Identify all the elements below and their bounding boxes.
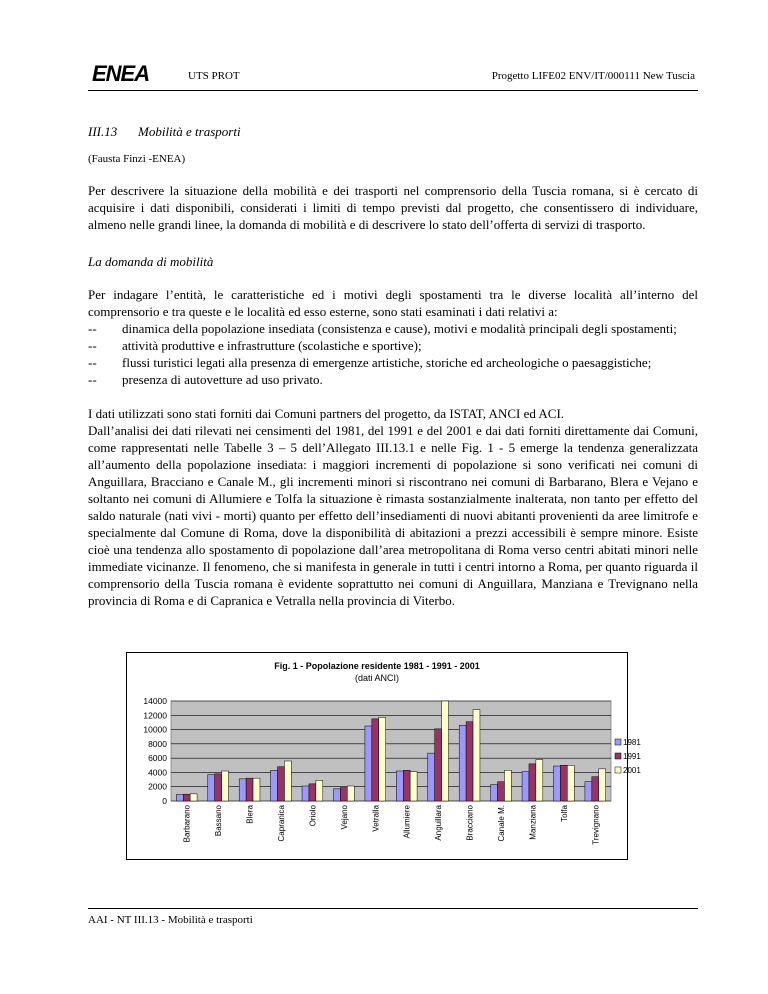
intro-paragraph: Per descrivere la situazione della mobilità e dei trasporti nel comprensorio della Tuscia romana, si è cercato di acquisire i dati disponibili, considerati i limiti di tempo previsti dal progetto, che consentissero di individuare, almeno nelle grandi linee, la domanda di mobilità e di descrivere lo stato dell’offerta di servizi di trasporto. (88, 183, 698, 232)
list-item-text: attività produttive e infrastrutture (scolastiche e sportive); (122, 338, 422, 353)
bar-2001 (347, 786, 354, 801)
enea-logo (92, 62, 180, 84)
bullet-dash: -- (88, 355, 97, 370)
bullet-dash: -- (88, 321, 97, 336)
bar-1981 (396, 771, 403, 801)
bar-1991 (403, 770, 410, 801)
list-item-text: flussi turistici legati alla presenza di emergenze artistiche, storiche ed archeologiche o paesaggistiche; (122, 355, 652, 370)
list-item (88, 371, 698, 388)
x-tick-label: Manziana (528, 805, 538, 840)
x-tick-label: Vetralla (371, 805, 381, 832)
bar-1991 (278, 767, 285, 801)
author-line: (Fausta Finzi -ENEA) (88, 153, 186, 165)
legend-swatch (615, 767, 621, 773)
bar-1981 (176, 795, 183, 801)
paragraph-4: Dall’analisi dei dati rilevati nei censimenti del 1981, del 1991 e del 2001 e dai dati forniti direttamente dai Comuni, come rappresentati nelle Tabelle 3 – 5 dell’Allegato III.13.1 e nelle Fig. 1 - 5 emerge la tendenza generalizzata all’aumento della popolazione insediata: i maggiori incrementi di popolazione si sono verificati nei comuni di Anguillara, Bracciano e Canale M., gli incrementi minori si riscontrano nei comuni di Barbarano, Blera e Vejano e soltanto nei comuni di Allumiere e Tolfa la situazione è rimasta sostanzialmente inalterata, non tanto per effetto del saldo naturale (nati vivi - morti) quanto per effetto dell’insediamenti di nuovi abitanti provenienti da aree limitrofe e specialmente dal Comune di Roma, dove la disponibilità di abitazioni a prezzi accessibili è sempre minore. Esiste cioè una tendenza allo spostamento di popolazione dall’area metropolitana di Roma verso centri abitati minori nelle immediate vicinanze. Il fenomeno, che si manifesta in generale in tutti i centri intorno a Roma, per quanto riguarda il comprensorio della Tuscia romana è evidente soprattutto nei comuni di Anguillara, Manziana e Trevignano nella provincia di Roma e di Capranica e Vetralla nella provincia di Viterbo. (88, 423, 698, 608)
bar-2001 (253, 778, 260, 801)
x-tick-label: Vejano (339, 805, 349, 830)
y-tick-label: 4000 (148, 767, 167, 778)
chart-subtitle: (dati ANCI) (354, 673, 400, 683)
section-title (88, 124, 241, 140)
y-tick-label: 8000 (148, 738, 167, 749)
y-tick-label: 6000 (148, 753, 167, 764)
x-tick-label: Barbarano (182, 805, 192, 843)
x-tick-label: Trevignano (591, 805, 601, 845)
header-project: Progetto LIFE02 ENV/IT/000111 New Tuscia (491, 70, 695, 82)
header-divider (88, 90, 698, 91)
svg-text:ENEA: ENEA (92, 61, 150, 86)
bar-1991 (498, 782, 505, 801)
header-department: UTS PROT (188, 70, 240, 82)
x-tick-label: Oriolo (308, 805, 318, 827)
x-tick-label: Tolfa (559, 805, 569, 822)
bar-1991 (246, 778, 253, 801)
chart-svg (127, 653, 641, 859)
bar-2001 (442, 701, 449, 801)
bullet-dash: -- (88, 372, 97, 387)
bar-1991 (309, 784, 316, 801)
bar-1981 (333, 789, 340, 801)
subheading: La domanda di mobilità (88, 254, 214, 269)
x-tick-label: Capranica (277, 805, 286, 842)
footer-divider (88, 908, 698, 909)
y-tick-label: 12000 (143, 710, 167, 721)
list-item (88, 337, 698, 354)
legend-swatch (615, 753, 621, 759)
bar-1991 (372, 719, 379, 801)
bar-1981 (459, 725, 466, 801)
list-item-text: presenza di autovetture ad uso privato. (122, 372, 323, 387)
list-item (88, 320, 698, 337)
list-item-text: dinamica della popolazione insediata (consistenza e cause), motivi e modalità principali degli spostamenti; (122, 321, 677, 336)
chart-title: Fig. 1 - Popolazione residente 1981 - 1991 - 2001 (274, 661, 480, 671)
paragraph-2: Per indagare l’entità, le caratteristiche ed i motivi degli spostamenti tra le diverse località all’interno del comprensorio e tra queste e le località ed esso esterne, sono stati esaminati i dati relativi a: (88, 287, 698, 319)
bar-1981 (365, 726, 372, 801)
bar-1981 (491, 785, 498, 801)
bar-1981 (553, 766, 560, 801)
bar-1981 (271, 770, 278, 801)
bar-1981 (239, 779, 246, 801)
bar-1981 (522, 772, 529, 801)
legend-swatch (615, 739, 621, 745)
section-number: III.13 (88, 124, 118, 139)
y-tick-label: 14000 (143, 696, 167, 706)
bar-2001 (536, 760, 543, 801)
bar-1981 (585, 782, 592, 801)
bar-2001 (284, 761, 291, 801)
bar-2001 (504, 770, 511, 801)
bar-1991 (340, 787, 347, 801)
footer-text: AAI - NT III.13 - Mobilità e trasporti (88, 914, 253, 926)
bar-2001 (222, 771, 229, 801)
legend-label: 2001 (623, 766, 641, 775)
y-tick-label: 0 (162, 796, 167, 806)
bar-2001 (410, 772, 417, 801)
x-tick-label: Blera (245, 805, 255, 824)
paragraph-3: I dati utilizzati sono stati forniti dai Comuni partners del progetto, da ISTAT, ANCI ed ACI. (88, 406, 565, 421)
bar-1991 (215, 774, 222, 801)
x-tick-label: Anguillara (434, 805, 444, 841)
legend-label: 1991 (623, 752, 641, 761)
bar-2001 (316, 780, 323, 801)
bar-2001 (190, 794, 197, 801)
bullet-list (88, 320, 698, 388)
bar-1981 (302, 786, 309, 801)
y-tick-label: 10000 (143, 724, 167, 735)
bar-1991 (183, 794, 190, 801)
legend-label: 1981 (623, 738, 641, 747)
x-tick-label: Canale M. (497, 805, 506, 842)
bar-1991 (560, 765, 567, 801)
bar-1991 (435, 729, 442, 801)
bar-2001 (379, 717, 386, 801)
bar-2001 (567, 765, 574, 801)
x-tick-label: Bassano (214, 805, 224, 837)
population-chart (126, 652, 641, 860)
y-tick-label: 2000 (148, 781, 167, 792)
bullet-dash: -- (88, 338, 97, 353)
list-item (88, 354, 698, 371)
x-tick-label: Allumiere (402, 805, 412, 839)
bar-1981 (428, 753, 435, 801)
bar-1991 (529, 764, 536, 801)
bar-2001 (599, 769, 606, 801)
section-name: Mobilità e trasporti (138, 124, 241, 139)
bar-1991 (466, 722, 473, 801)
bar-1981 (208, 775, 215, 801)
bar-1991 (592, 777, 599, 801)
plot-area (171, 701, 611, 801)
x-tick-label: Bracciano (465, 805, 475, 841)
bar-2001 (473, 710, 480, 801)
